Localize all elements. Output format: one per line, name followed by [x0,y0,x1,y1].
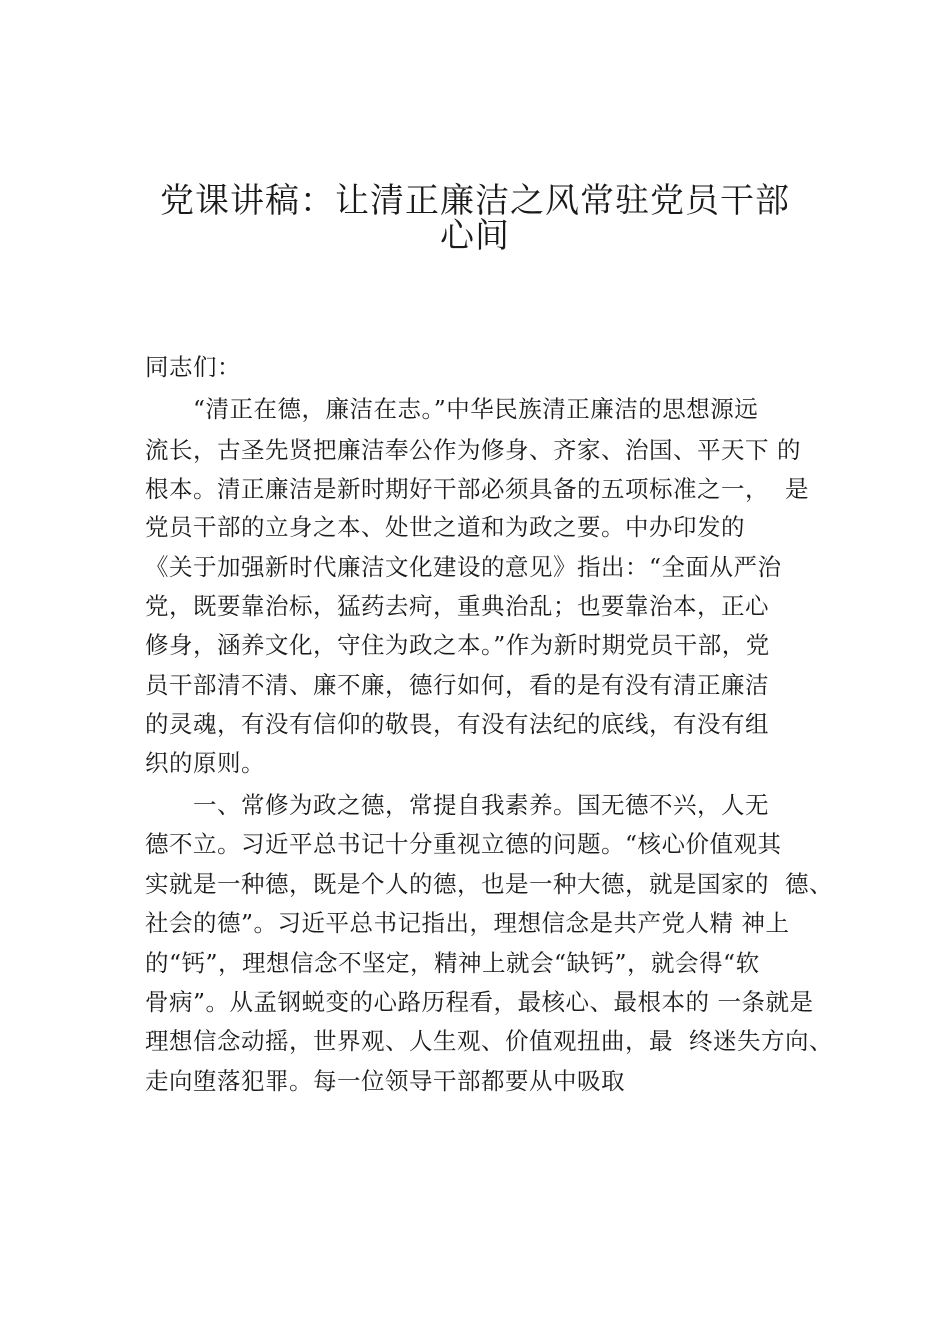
body-line: 的“钙”，理想信念不坚定，精神上就会“缺钙”，就会得“软 [145,949,760,977]
body-line: 流长，古圣先贤把廉洁奉公作为修身、齐家、治国、平天下 的 [145,436,801,464]
document-title-line-1: 党课讲稿：让清正廉洁之风常驻党员干部 [160,181,790,221]
body-line: 社会的德”。习近平总书记指出，理想信念是共产党人精 神上 [145,909,790,937]
body-line: 根本。清正廉洁是新时期好干部必须具备的五项标准之一， 是 [145,475,809,503]
body-line: 的灵魂，有没有信仰的敬畏，有没有法纪的底线，有没有组 [145,710,769,738]
document-title-line-2: 心间 [440,216,510,256]
salutation: 同志们： [145,353,241,381]
body-line: 《关于加强新时代廉洁文化建设的意见》指出：“全面从严治 [145,553,782,581]
body-line: “清正在德，廉洁在志。”中华民族清正廉洁的思想源远 [145,395,759,423]
body-line: 走向堕落犯罪。每一位领导干部都要从中吸取 [145,1067,625,1095]
body-line: 一、常修为政之德，常提自我素养。国无德不兴，人无 [145,791,769,819]
body-line: 修身，涵养文化，守住为政之本。”作为新时期党员干部，党 [145,631,770,659]
body-line: 党员干部的立身之本、处世之道和为政之要。中办印发的 [145,513,745,541]
body-line: 党，既要靠治标，猛药去疴，重典治乱；也要靠治本，正心 [145,592,769,620]
body-line: 骨病”。从孟钢蜕变的心路历程看，最核心、最根本的 一条就是 [145,988,814,1016]
body-line: 织的原则。 [145,749,265,777]
body-line: 实就是一种德，既是个人的德，也是一种大德，就是国家的 德、 [145,870,833,898]
body-line: 德不立。习近平总书记十分重视立德的问题。“核心价值观其 [145,830,782,858]
body-line: 理想信念动摇，世界观、人生观、价值观扭曲，最 终迷失方向、 [145,1027,833,1055]
body-line: 员干部清不清、廉不廉，德行如何，看的是有没有清正廉洁 [145,671,769,699]
